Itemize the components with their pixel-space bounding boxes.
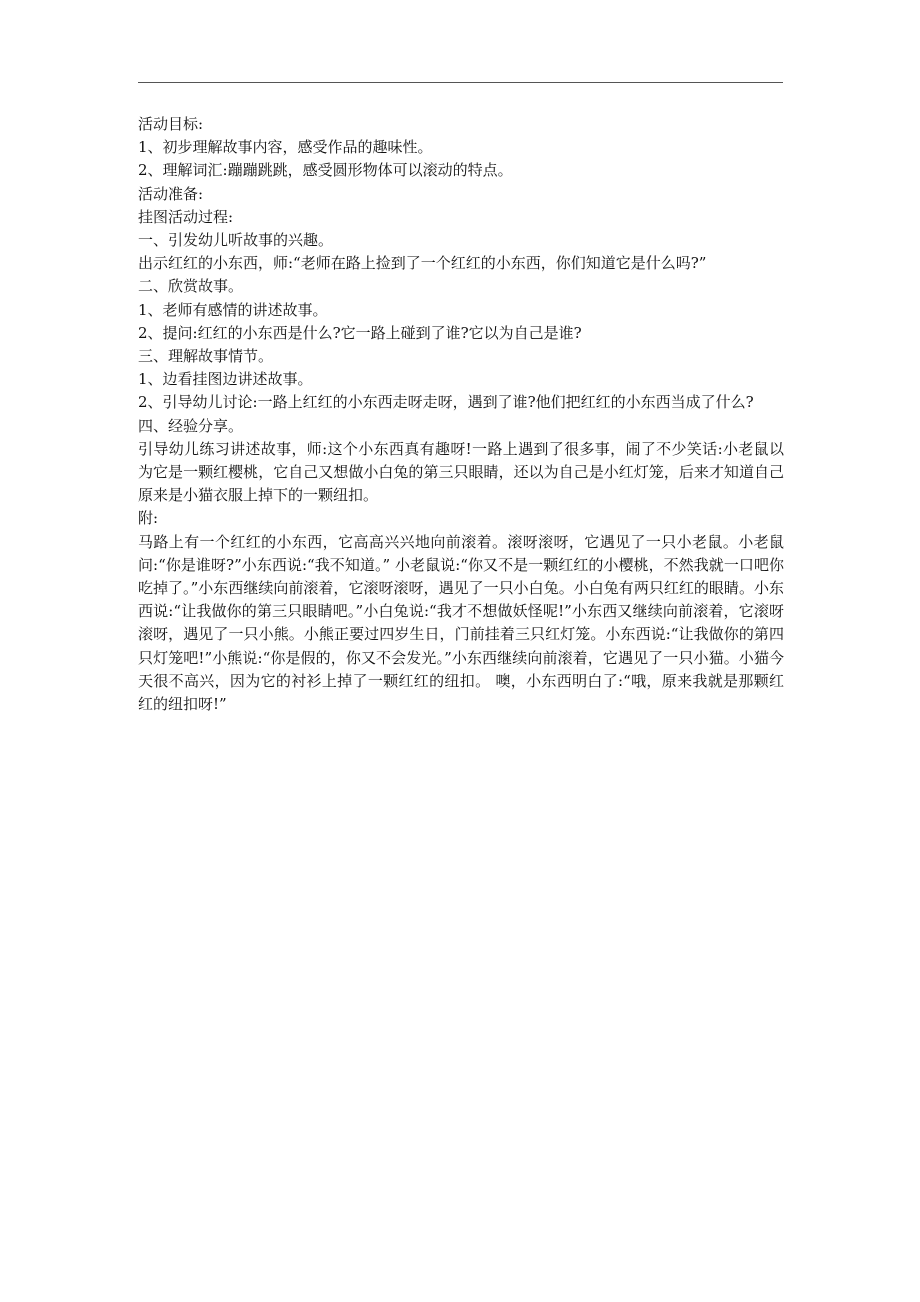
section-1-title: 一、引发幼儿听故事的兴趣。 [138, 231, 334, 250]
section-4-title: 四、经验分享。 [138, 416, 244, 435]
document-body [138, 113, 784, 716]
section-2-title: 二、欣赏故事。 [138, 277, 244, 296]
section-3-item-1: 1、边看挂图边讲述故事。 [138, 370, 313, 389]
section-2-item-1: 1、老师有感情的讲述故事。 [138, 300, 328, 319]
section-2-item-2: 2、提问:红红的小东西是什么?它一路上碰到了谁?它以为自己是谁? [138, 323, 582, 342]
section-3-item-2: 2、引导幼儿讨论:一路上红红的小东西走呀走呀，遇到了谁?他们把红红的小东西当成了什么? [138, 393, 754, 412]
header-rule [138, 82, 783, 83]
preparation-heading: 活动准备: [138, 184, 204, 203]
process-heading: 挂图活动过程: [138, 207, 234, 226]
goals-heading: 活动目标: [138, 115, 204, 133]
section-4-body: 引导幼儿练习讲述故事，师:这个小东西真有趣呀!一路上遇到了很多事，闹了不少笑话:小老鼠以为它是一颗红樱桃，它自己又想做小白兔的第三只眼睛，还以为自己是小红灯笼，后来才知道自己原来是小猫衣服上掉下的一颗纽扣。 [138, 439, 784, 505]
goal-item-2: 2、理解词汇:蹦蹦跳跳，感受圆形物体可以滚动的特点。 [138, 161, 513, 180]
section-3-title: 三、理解故事情节。 [138, 347, 274, 366]
appendix-title: 附: [138, 509, 159, 528]
section-1-body: 出示红红的小东西，师:“老师在路上捡到了一个红红的小东西，你们知道它是什么吗?” [138, 254, 707, 273]
goal-item-1: 1、初步理解故事内容，感受作品的趣味性。 [138, 138, 433, 157]
appendix-story: 马路上有一个红红的小东西，它高高兴兴地向前滚着。滚呀滚呀，它遇见了一只小老鼠。小老鼠问:“你是谁呀?”小东西说:“我不知道。” 小老鼠说:“你又不是一颗红红的小樱桃，不然我就一口吧你吃掉了。”小东西继续向前滚着，它滚呀滚呀，遇见了一只小白兔。小白兔有两只红红的眼睛。小东西说:“让我做你的第三只眼睛吧。”小白兔说:“我才不想做妖怪呢!”小东西又继续向前滚着，它滚呀滚呀，遇见了一只小熊。小熊正要过四岁生日，门前挂着三只红灯笼。小东西说:“让我做你的第四只灯笼吧!”小熊说:“你是假的，你又不会发光。”小东西继续向前滚着，它遇见了一只小猫。小猫今天很不高兴，因为它的衬衫上掉了一颗红红的纽扣。 噢，小东西明白了:“哦，原来我就是那颗红红的纽扣呀!” [138, 532, 784, 714]
